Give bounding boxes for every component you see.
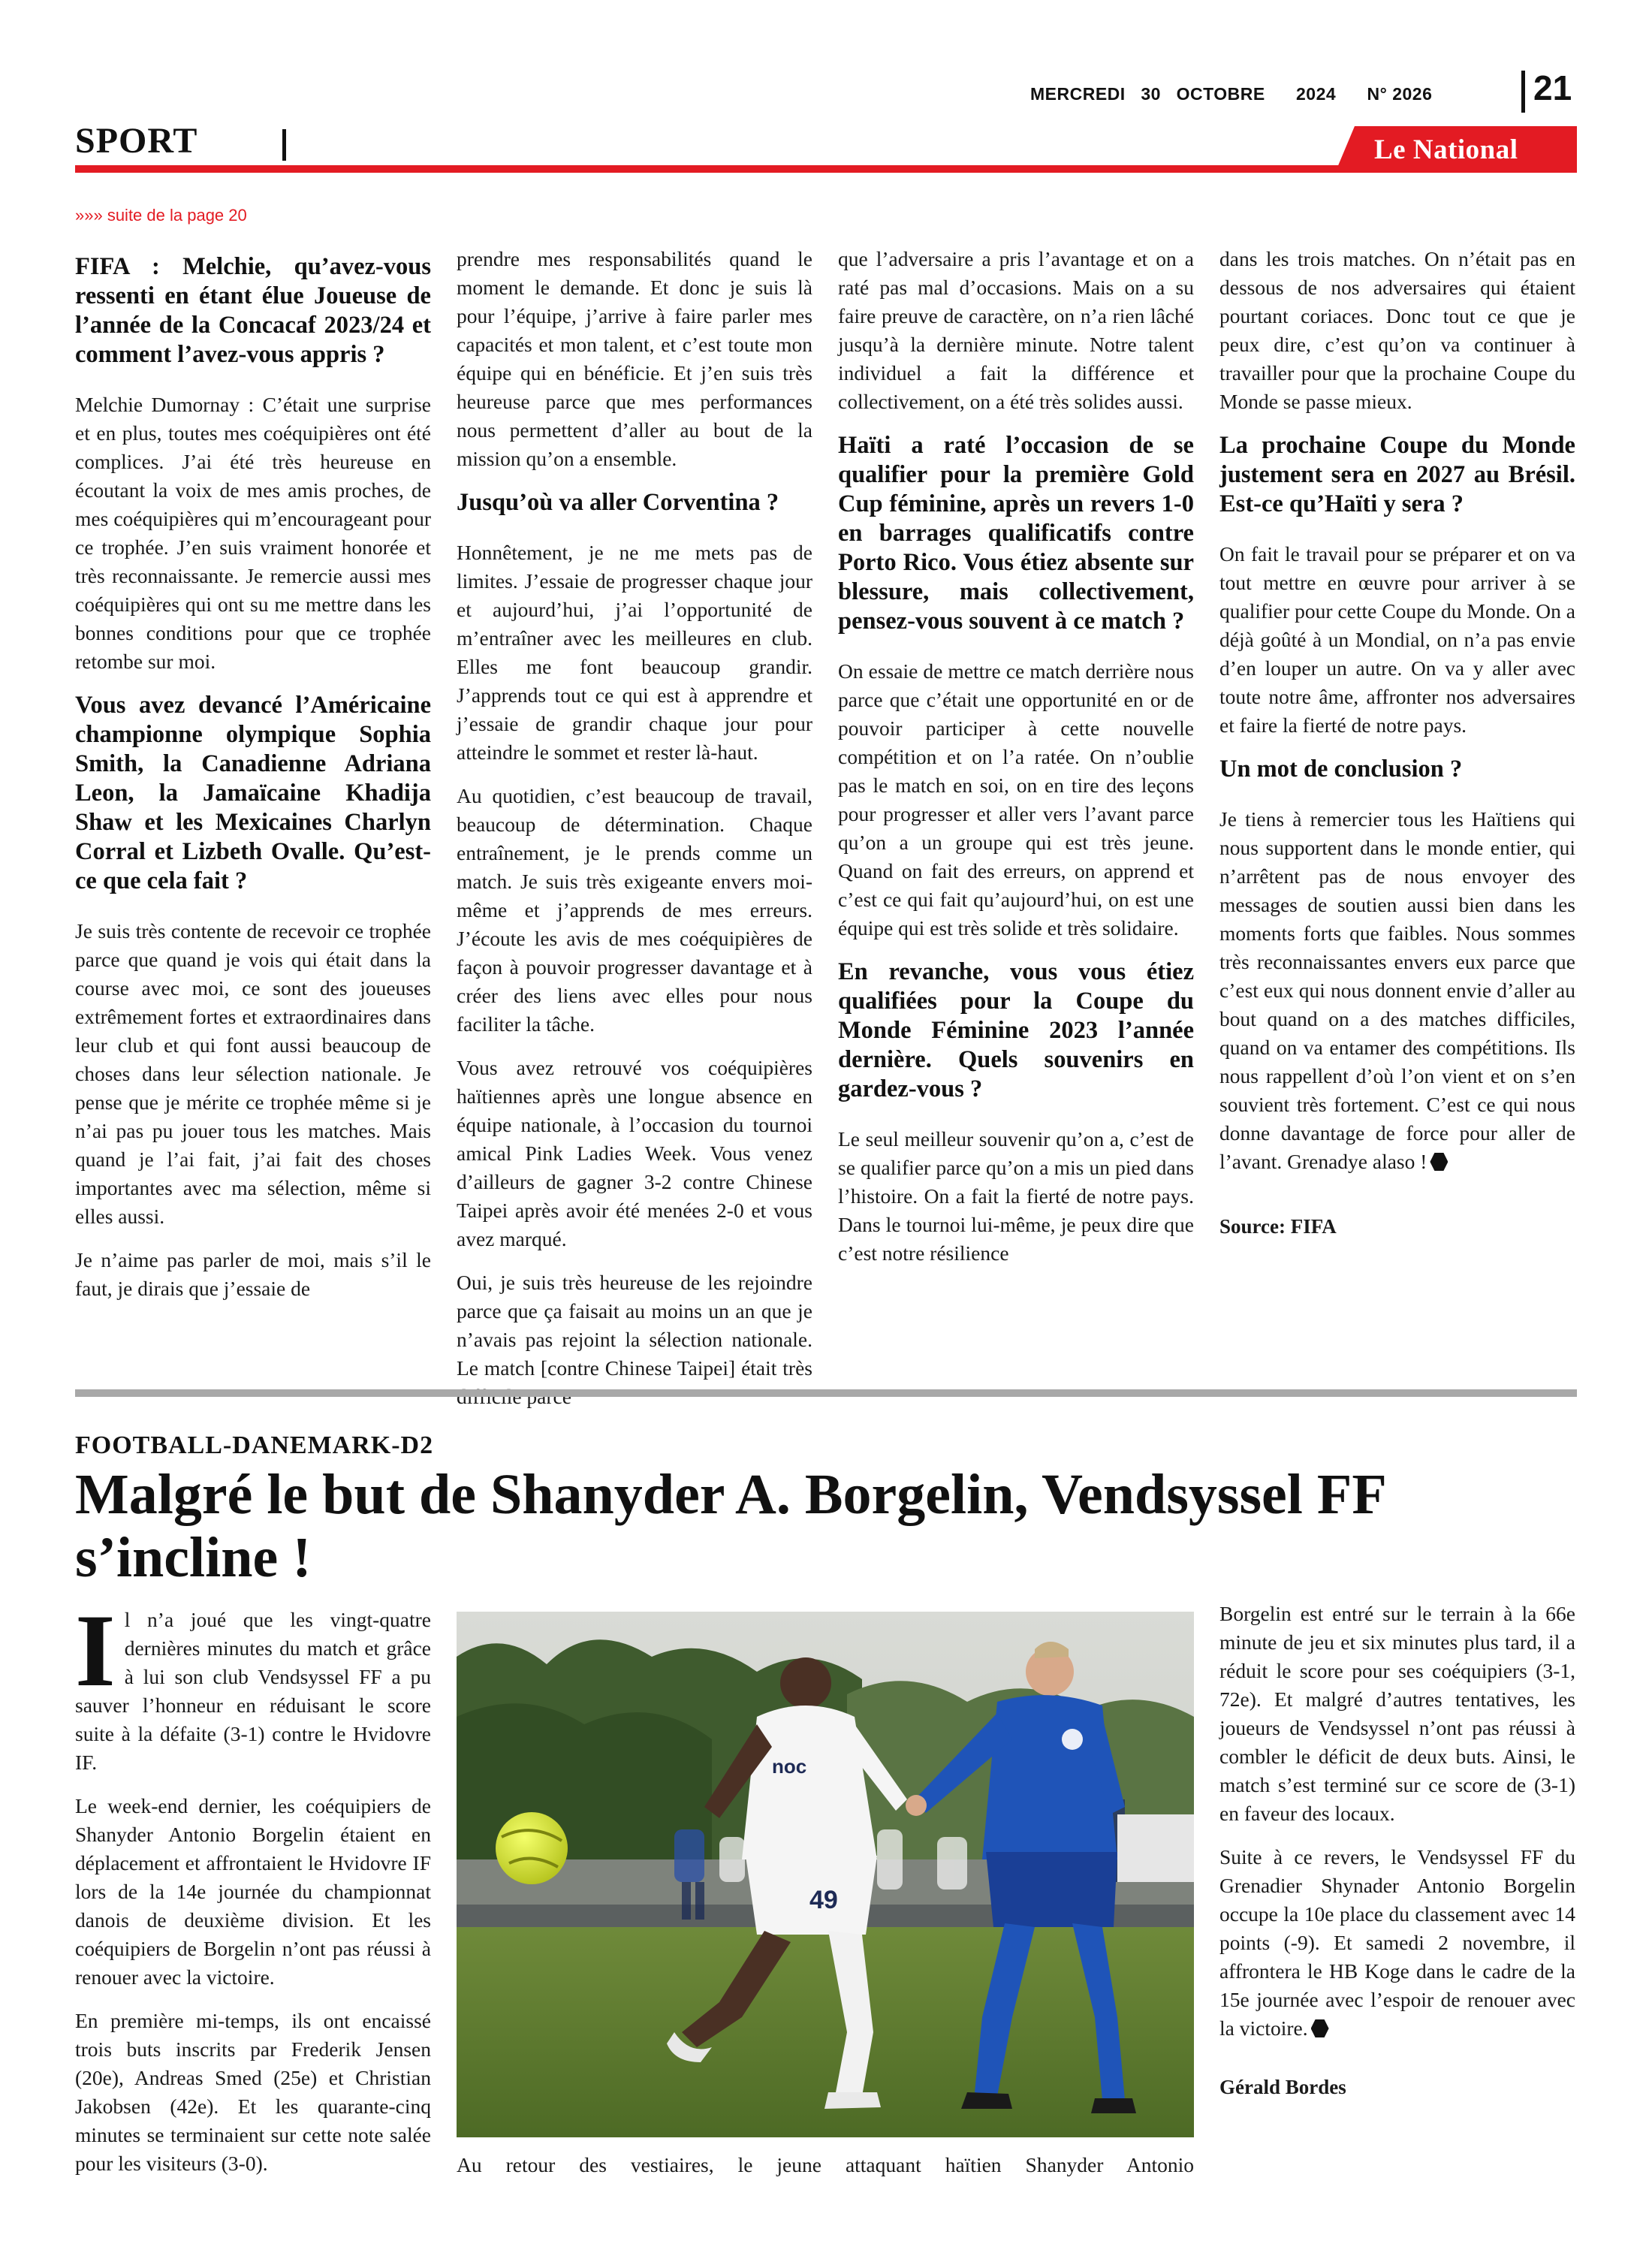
article-headline: Malgré le but de Shanyder A. Borgelin, Vendsyssel FF s’incline ! <box>75 1463 1385 1589</box>
interview-column-1 <box>75 252 431 1318</box>
section-title: SPORT <box>75 121 198 161</box>
text: Suite à ce revers, le Vendsyssel FF du Grenadier Shynader Antonio Borgelin occupe la 10e place du classement avec 14 points (-9). Et samedi 2 novembre, il affrontera le HB Koge dans le cadre de la 15e journée avec l’espoir de renouer avec la victoire. <box>1219 1845 1575 2040</box>
text: Le week-end dernier, les coéquipiers de Shanyder Antonio Borgelin étaient en déplacement et affrontaient le Hvidovre IF lors de la 14e journée du championnat danois de deuxième division. Et les coéquipiers de Borgelin n’ont pas réussi à renouer avec la victoire. <box>75 1794 431 1989</box>
jersey-sponsor: noc <box>772 1755 807 1778</box>
interview-question <box>838 958 1194 1104</box>
player-number: 49 <box>809 1886 838 1914</box>
end-of-article-icon <box>1430 1153 1448 1171</box>
match-photo <box>457 1612 1194 2137</box>
paragraph <box>75 1792 431 1992</box>
text: Haïti a raté l’occasion de se qualifier pour la première Gold Cup féminine, après un revers 1-0 en barrages qualificatifs contre Porto Rico. Vous étiez absente sur blessure, mais collectivement, pensez-vous souvent à ce match ? <box>838 432 1194 635</box>
interview-column-2 <box>457 245 812 1426</box>
photo-caption: Au retour des vestiaires, le jeune attaquant haïtien Shanyder Antonio <box>457 2153 1194 2176</box>
text: On essaie de mettre ce match derrière nous parce que c’était une opportunité en or de pouvoir participer à cette nouvelle compétition et on l’a ratée. On n’oublie pas le match en soi, on en tire des leçons pour progresser et aller vers l’avant parce qu’on a un groupe qui est très jeune. Quand on fait des erreurs, on apprend et c’est ce qui fait qu’aujourd’hui, on est une équipe qui est très solide et très solidaire. <box>838 659 1194 940</box>
text: Source: FIFA <box>1219 1215 1337 1238</box>
section-divider <box>282 129 286 161</box>
football-match-image <box>457 1612 1194 2137</box>
article-divider <box>75 1389 1577 1397</box>
interview-question <box>1219 755 1575 784</box>
interview-question <box>457 488 812 517</box>
paragraph <box>75 917 431 1231</box>
drop-cap: I <box>75 1593 116 1708</box>
text: Vous avez retrouvé vos coéquipières haïtiennes après une longue absence en équipe nationale, à l’occasion du tournoi amical Pink Ladies Week. Vous venez d’ailleurs de gagner 3-2 contre Chinese Taipei après avoir été menées 2-0 et vous avez marqué. <box>457 1056 812 1250</box>
text: l n’a joué que les vingt-quatre dernières minutes du match et grâce à lui son club Vendsyssel FF a pu sauver l’honneur en réduisant le score suite à la défaite (3-1) contre le Hvidovre IF. <box>75 1608 431 1774</box>
text: dans les trois matches. On n’était pas en dessous de nos adversaires qui étaient pourtant coriaces. Donc tout ce que je peux dire, c’est qu’on va continuer à travailler pour que la prochaine Coupe du Monde se passe mieux. <box>1219 247 1575 413</box>
text: Je n’aime pas parler de moi, mais s’il le faut, je dirais que j’essaie de <box>75 1248 431 1300</box>
text: On fait le travail pour se préparer et on va tout mettre en œuvre pour arriver à se qualifier pour cette Coupe du Monde. On a déjà goûté à un Mondial, on n’a pas envie d’en louper un autre. On va y aller avec toute notre âme, affronter nos adversaires et faire la fierté de notre pays. <box>1219 542 1575 737</box>
text: Honnêtement, je ne me mets pas de limites. J’essaie de progresser chaque jour et aujourd’hui, j’ai l’opportunité de m’entraîner avec les meilleures en club. Elles me font beaucoup grandir. J’apprends tout ce qui est à apprendre et j’essaie de grandir chaque jour pour atteindre le sommet et rester là-haut. <box>457 541 812 764</box>
paragraph <box>838 245 1194 416</box>
paragraph <box>457 782 812 1039</box>
text: Un mot de conclusion ? <box>1219 756 1463 783</box>
article-column-4 <box>1219 1600 1575 2116</box>
text: En première mi-temps, ils ont encaissé trois buts inscrits par Frederik Jensen (20e), Andreas Smed (25e) et Christian Jakobsen (42e). Et les quarante-cinq minutes se terminaient sur cette note salée pour les visiteurs (3-0). <box>75 2009 431 2175</box>
text: Le seul meilleur souvenir qu’on a, c’est de se qualifier parce qu’on a mis un pied dans l’histoire. On a fait la fierté de notre pays. Dans le tournoi lui-même, je peux dire que c’est notre résilience <box>838 1127 1194 1265</box>
interview-question <box>1219 431 1575 519</box>
paragraph <box>75 1593 431 1777</box>
interview-column-4 <box>1219 245 1575 1256</box>
text: Borgelin est entré sur le terrain à la 66e minute de jeu et six minutes plus tard, il a réduit le score pour ses coéquipiers (3-1, 72e). Et malgré d’autres tentatives, les joueurs de Vendsyssel n’ont pas réussi à combler le déficit de deux buts. Ainsi, le match s’est terminé sur ce score de (3-1) en faveur des locaux. <box>1219 1602 1575 1825</box>
paragraph <box>457 245 812 473</box>
issue-date: MERCREDI 30 OCTOBRE 2024 N° 2026 <box>1030 84 1433 104</box>
newspaper-logo: Le National <box>1374 134 1518 165</box>
paragraph <box>457 538 812 767</box>
interview-question <box>75 691 431 896</box>
text: FIFA : Melchie, qu’avez-vous ressenti en étant élue Joueuse de l’année de la Concacaf 2023/24 et comment l’avez-vous appris ? <box>75 253 431 368</box>
paragraph <box>1219 245 1575 416</box>
paragraph <box>457 1054 812 1253</box>
interview-question <box>75 252 431 369</box>
text: En revanche, vous vous étiez qualifiées pour la Coupe du Monde Féminine 2023 l’année dernière. Quels souvenirs en gardez-vous ? <box>838 958 1194 1102</box>
page-number: 21 <box>1533 68 1572 107</box>
paragraph <box>1219 1600 1575 1828</box>
paragraph <box>1219 540 1575 740</box>
text: Au quotidien, c’est beaucoup de travail, beaucoup de détermination. Chaque entraînement, je le prends comme un match. Je suis très exigeante envers moi-même et j’apprends de mes erreurs. J’écoute les avis de mes coéquipières de façon à pouvoir progresser davantage et à créer des liens avec elles pour nous faciliter la tâche. <box>457 784 812 1036</box>
end-of-article-icon <box>1311 2019 1329 2037</box>
paragraph <box>75 1246 431 1303</box>
article-column-1 <box>75 1593 431 2193</box>
text: Gérald Bordes <box>1219 2076 1346 2098</box>
article-column-1-text <box>75 1593 431 2178</box>
text: Je suis très contente de recevoir ce trophée parce que quand je vois qui était dans la course avec moi, ce sont des joueuses extrêmement fortes et extraordinaires dans leur club et qui font aussi beaucoup de choses dans leur sélection nationale. Je pense que je mérite ce trophée même si je n’ai pas pu jouer tous les matches. Mais quand je l’ai fait, j’ai fait des choses importantes avec ma sélection, même si elles aussi. <box>75 919 431 1228</box>
source-credit <box>1219 1212 1575 1241</box>
text: La prochaine Coupe du Monde justement sera en 2027 au Brésil. Est-ce qu’Haïti y sera ? <box>1219 432 1575 517</box>
text: Je tiens à remercier tous les Haïtiens qui nous supportent dans le monde entier, qui n’arrêtent pas de nous envoyer des messages de soutien aussi bien dans les moments forts que faibles. Nous sommes très reconnaissantes envers eux parce que c’est eux qui nous donnent envie d’aller au bout quand on a des matches difficiles, quand on va entamer des compétitions. Ils nous rappellent d’où l’on vient et on s’en souvient très fortement. C’est ce qui nous donne davantage de force pour aller de l’avant. Grenadye alaso ! <box>1219 807 1575 1173</box>
interview-question <box>838 431 1194 636</box>
paragraph <box>838 1125 1194 1268</box>
paragraph <box>1219 805 1575 1176</box>
article-kicker: FOOTBALL-DANEMARK-D2 <box>75 1431 434 1459</box>
paragraph <box>1219 1843 1575 2043</box>
interview-column-3 <box>838 245 1194 1283</box>
text: prendre mes responsabilités quand le moment le demande. Et donc je suis là pour l’équipe, j’arrive à faire parler mes capacités et mon talent, et c’est toute mon équipe qui en bénéficie. Et j’en suis très heureuse parce que mes performances nous permettent d’aller au bout de la mission qu’on a ensemble. <box>457 247 812 470</box>
paragraph <box>75 391 431 676</box>
text: Vous avez devancé l’Américaine championne olympique Sophia Smith, la Canadienne Adriana Leon, la Jamaïcaine Khadija Shaw et les Mexicaines Charlyn Corral et Lizbeth Ovalle. Qu’est-ce que cela fait ? <box>75 692 431 894</box>
continued-from: »»» suite de la page 20 <box>75 206 247 225</box>
author-byline <box>1219 2073 1575 2101</box>
header-divider <box>1521 71 1525 113</box>
text: que l’adversaire a pris l’avantage et on a raté pas mal d’occasions. Mais on a su faire preuve de caractère, on n’a rien lâché jusqu’à la dernière minute. Notre talent individuel a fait la différence et collectivement, on a été très solides aussi. <box>838 247 1194 413</box>
paragraph <box>75 2007 431 2178</box>
paragraph <box>838 657 1194 943</box>
text: Oui, je suis très heureuse de les rejoindre parce que ça faisait au moins un an que je n’avais pas rejoint la sélection nationale. Le match [contre Chinese Taipei] était très <box>457 1271 812 1380</box>
text: Melchie Dumornay : C’était une surprise et en plus, toutes mes coéquipières ont été complices. J’ai été très heureuse en écoutant la voix de mes amis proches, de mes coéquipières qui m’encourageant pour ce trophée. J’en suis vraiment honorée et très reconnaissante. Je remercie aussi mes coéquipières qui ont su me mettre dans les bonnes conditions pour que ce trophée retombe sur moi. <box>75 393 431 673</box>
text: Jusqu’où va aller Corventina ? <box>457 489 779 516</box>
